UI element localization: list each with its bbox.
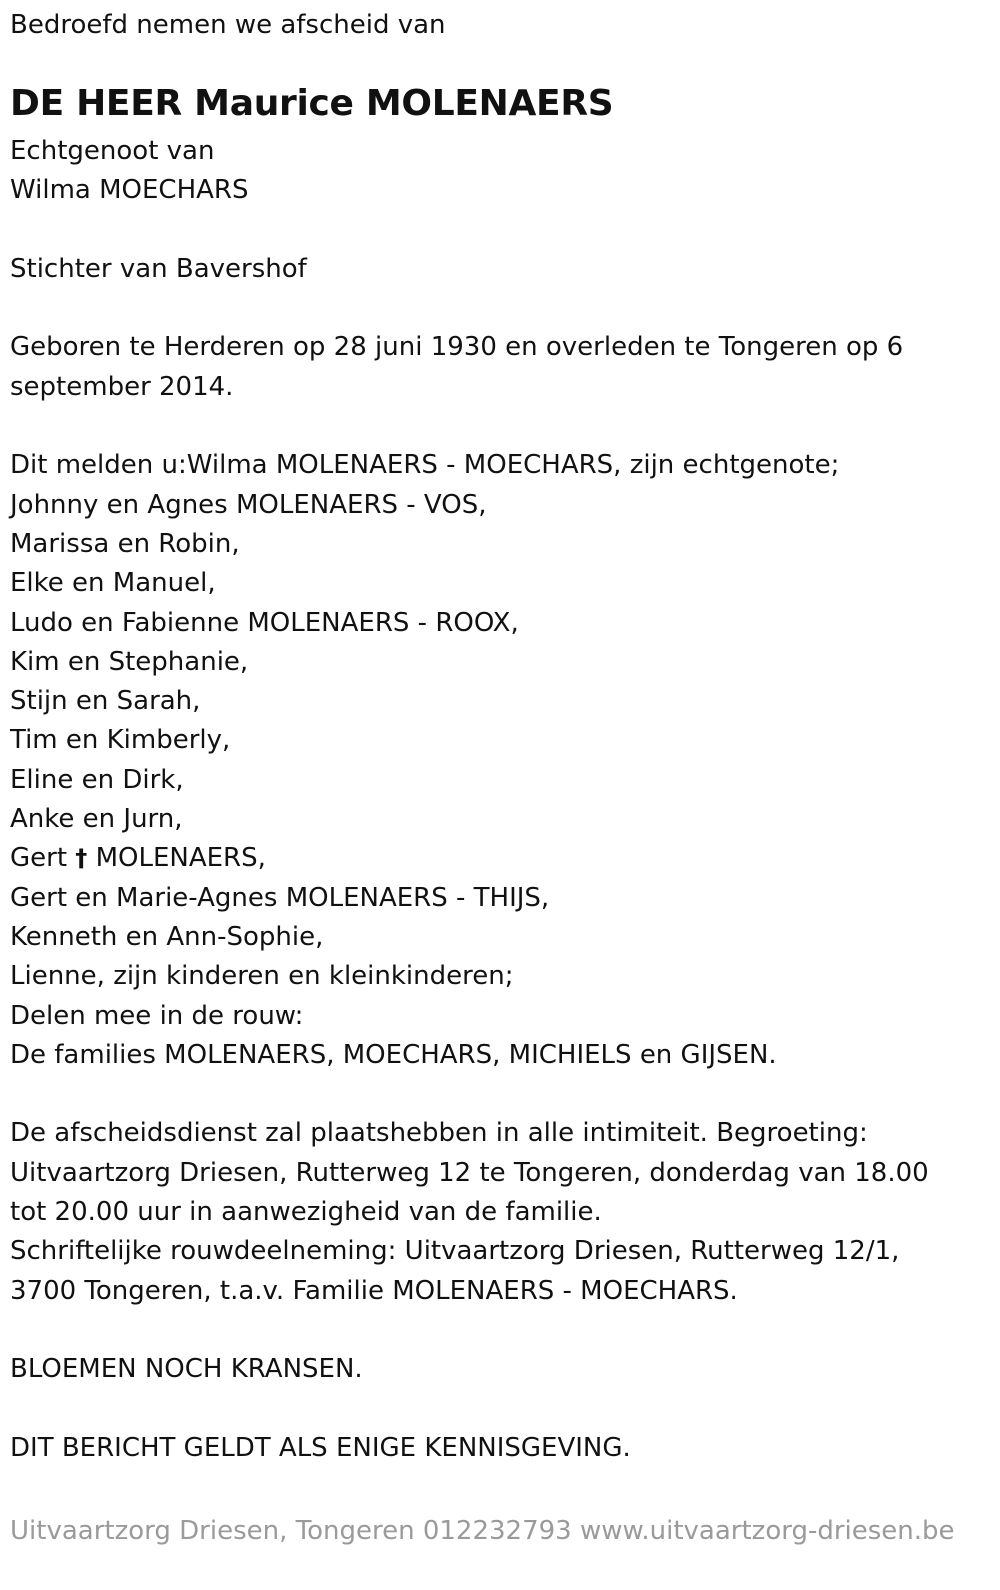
family-line: Gert en Marie-Agnes MOLENAERS - THIJS, [10, 882, 550, 913]
family-line: Tim en Kimberly, [10, 725, 231, 756]
family-line: Lienne, zijn kinderen en kleinkinderen; [10, 961, 514, 992]
spouse-label: Echtgenoot van [10, 136, 215, 166]
intro-text: Bedroefd nemen we afscheid van [10, 10, 446, 40]
spouse-name: Wilma MOECHARS [10, 175, 249, 206]
spacer [10, 1390, 960, 1429]
family-line-deceased [10, 839, 960, 878]
family-member-surname: MOLENAERS, [95, 843, 266, 874]
family-line: Elke en Manuel, [10, 568, 216, 599]
family-line: Kenneth en Ann-Sophie, [10, 921, 324, 952]
spacer [10, 1075, 960, 1114]
flowers-text: BLOEMEN NOCH KRANSEN. [10, 1354, 363, 1385]
family-line: Eline en Dirk, [10, 764, 184, 795]
deceased-name: DE HEER Maurice MOLENAERS [10, 83, 614, 124]
spacer [10, 407, 960, 446]
family-line: Dit melden u:Wilma MOLENAERS - MOECHARS, zijn echtgenote; [10, 450, 840, 481]
family-line: De families MOLENAERS, MOECHARS, MICHIELS en GIJSEN. [10, 1039, 777, 1070]
condolence-text: Schriftelijke rouwdeelneming: Uitvaartzorg Driesen, Rutterweg 12/1, 3700 Tongeren, t.a.v. Familie MOLENAERS - MOECHARS. [10, 1236, 900, 1306]
birth-death-text: Geboren te Herderen op 28 juni 1930 en overleden te Tongeren op 6 september 2014. [10, 332, 904, 402]
family-line: Johnny en Agnes MOLENAERS - VOS, [10, 489, 487, 520]
official-notice-text: DIT BERICHT GELDT ALS ENIGE KENNISGEVING. [10, 1432, 631, 1463]
family-line: Delen mee in de rouw: [10, 1000, 304, 1031]
cross-icon: † [75, 844, 88, 873]
founder-text: Stichter van Bavershof [10, 253, 307, 284]
family-list [10, 446, 960, 1075]
family-line: Ludo en Fabienne MOLENAERS - ROOX, [10, 607, 519, 638]
family-line: Anke en Jurn, [10, 804, 183, 835]
spacer [10, 211, 960, 250]
service-text: De afscheidsdienst zal plaatshebben in alle intimiteit. Begroeting: Uitvaartzorg Driesen, Rutterweg 12 te Tongeren, donderdag van 18.00 tot 20.00 uur in aanwezigheid van de familie. [10, 1118, 929, 1228]
family-member-name: Gert [10, 843, 68, 874]
spacer [10, 1311, 960, 1350]
spacer [10, 289, 960, 328]
notice-body [10, 132, 960, 1468]
family-line: Stijn en Sarah, [10, 686, 201, 717]
funeral-home-footer: Uitvaartzorg Driesen, Tongeren 012232793 www.uitvaartzorg-driesen.be [10, 1516, 955, 1546]
family-line: Kim en Stephanie, [10, 646, 249, 677]
family-line: Marissa en Robin, [10, 528, 240, 559]
